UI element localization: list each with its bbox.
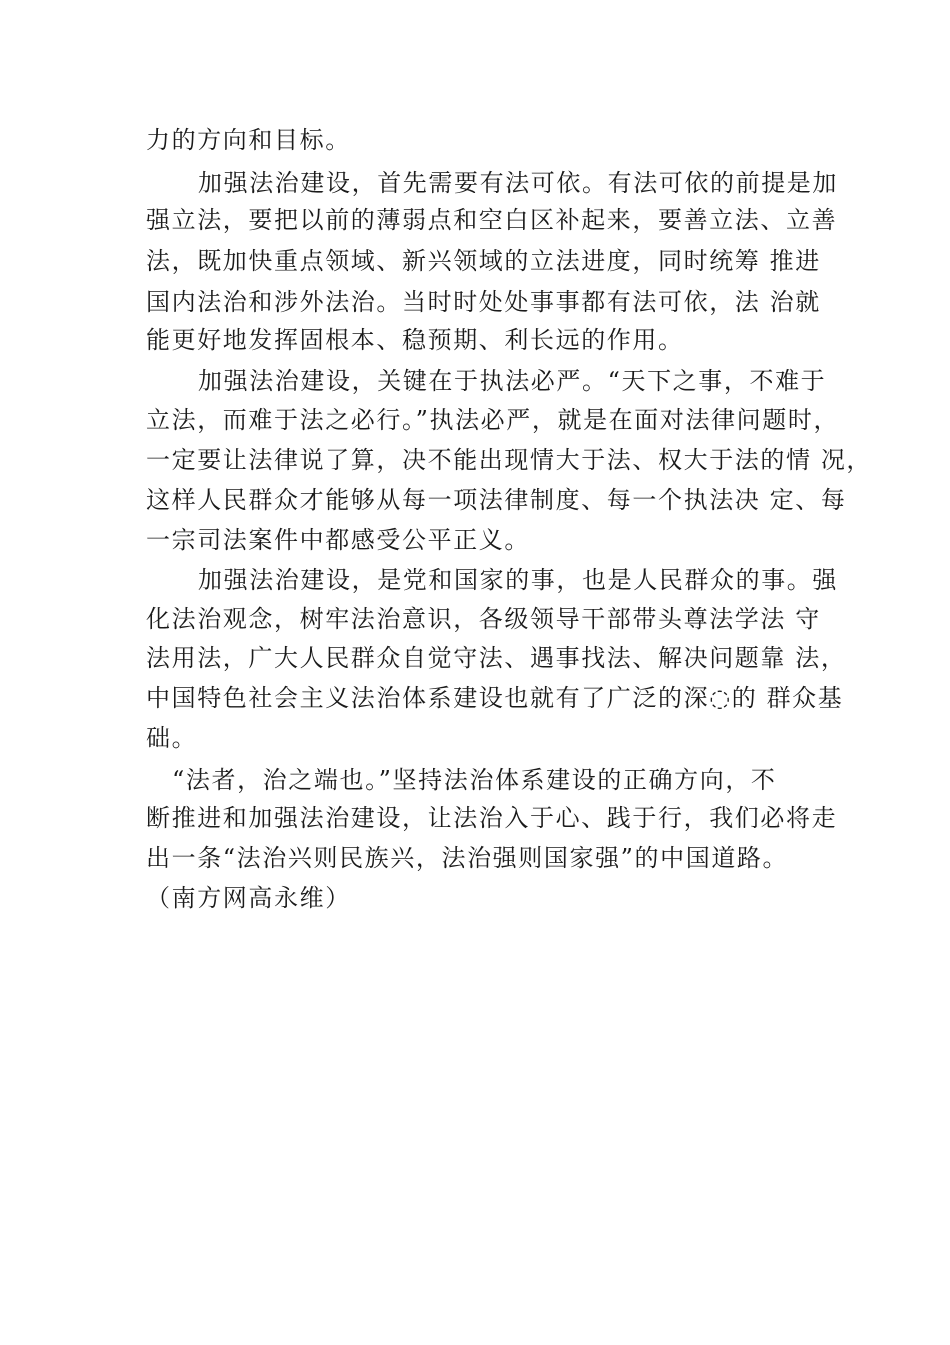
paragraph-line: 能更好地发挥固根本、稳预期、利长远的作用。 <box>146 326 684 354</box>
paragraph-line: 断推进和加强法治建设，让法治入于心、践于行，我们必将走 <box>146 804 838 832</box>
paragraph-line: “法者，治之端也。”坚持法治体系建设的正确方向，不 <box>172 766 777 794</box>
paragraph-line: 法，既加快重点领域、新兴领域的立法进度，同时统筹 推进 <box>146 247 821 275</box>
paragraph-line: 中国特色社会主义法治体系建设也就有了广泛的深◌的 群众基 <box>146 684 844 712</box>
paragraph-line: 力的方向和目标。 <box>146 126 351 154</box>
paragraph-line: 础。 <box>146 724 198 752</box>
paragraph-line: 一宗司法案件中都感受公平正义。 <box>146 526 530 554</box>
paragraph-line: 加强法治建设，关键在于执法必严。“天下之事，不难于 <box>198 367 827 395</box>
source-attribution: （南方网高永维） <box>146 884 351 912</box>
paragraph-line: 一定要让法律说了算，决不能出现情大于法、权大于法的情 况， <box>146 446 873 474</box>
paragraph-line: 国内法治和涉外法治。当时时处处事事都有法可依，法 治就 <box>146 288 821 316</box>
paragraph-line: 加强法治建设，首先需要有法可依。有法可依的前提是加 <box>198 169 838 197</box>
paragraph-line: 出一条“法治兴则民族兴，法治强则国家强”的中国道路。 <box>146 844 789 872</box>
paragraph-line: 法用法，广大人民群众自觉守法、遇事找法、解决问题靠 法， <box>146 644 847 672</box>
paragraph-line: 化法治观念，树牢法治意识，各级领导干部带头尊法学法 守 <box>146 605 821 633</box>
paragraph-line: 加强法治建设，是党和国家的事，也是人民群众的事。强 <box>198 566 838 594</box>
paragraph-line: 强立法，要把以前的薄弱点和空白区补起来，要善立法、立善 <box>146 206 838 234</box>
paragraph-line: 这样人民群众才能够从每一项法律制度、每一个执法决 定、每 <box>146 486 847 514</box>
paragraph-line: 立法，而难于法之必行。”执法必严，就是在面对法律问题时， <box>146 406 840 434</box>
